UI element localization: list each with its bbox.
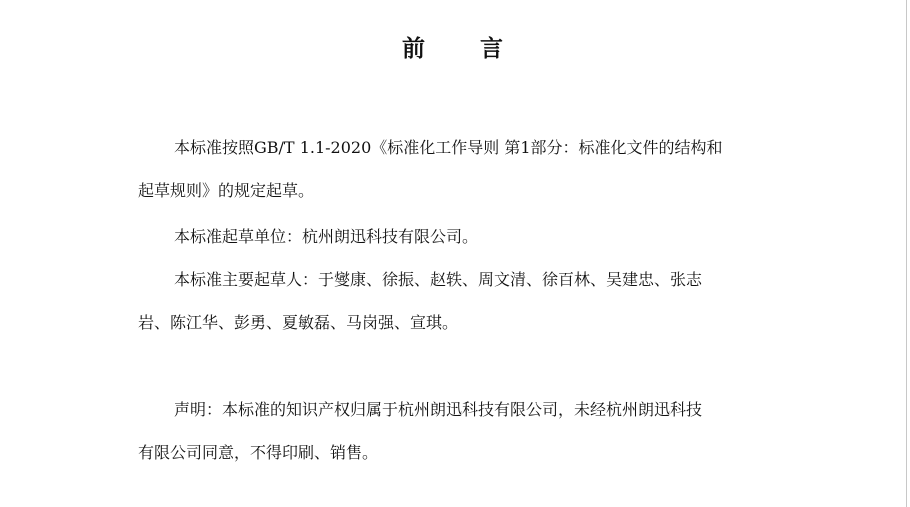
paragraph-line: 本标准按照GB/T 1.1-2020《标准化工作导则 第1部分：标准化文件的结构和 [174,138,723,157]
paragraph-drafters [138,258,778,344]
page-title [0,30,906,63]
page-title-char-2: 言 [480,35,504,62]
paragraph-statement [138,388,778,474]
paragraph-line: 岩、陈江华、彭勇、夏敏磊、马岗强、宣琪。 [138,313,459,332]
page-edge-divider [906,0,907,507]
paragraph-drafting-unit [138,215,778,258]
paragraph-line: 声明：本标准的知识产权归属于杭州朗迅科技有限公司，未经杭州朗迅科技 [174,400,703,419]
paragraph-standard-basis [138,126,778,212]
paragraph-line: 起草规则》的规定起草。 [138,181,315,200]
paragraph-line: 本标准起草单位：杭州朗迅科技有限公司。 [174,227,479,246]
paragraph-line: 有限公司同意，不得印刷、销售。 [138,443,379,462]
paragraph-line: 本标准主要起草人：于燮康、徐振、赵轶、周文清、徐百林、吴建忠、张志 [174,270,703,289]
page-title-char-1: 前 [402,35,426,62]
